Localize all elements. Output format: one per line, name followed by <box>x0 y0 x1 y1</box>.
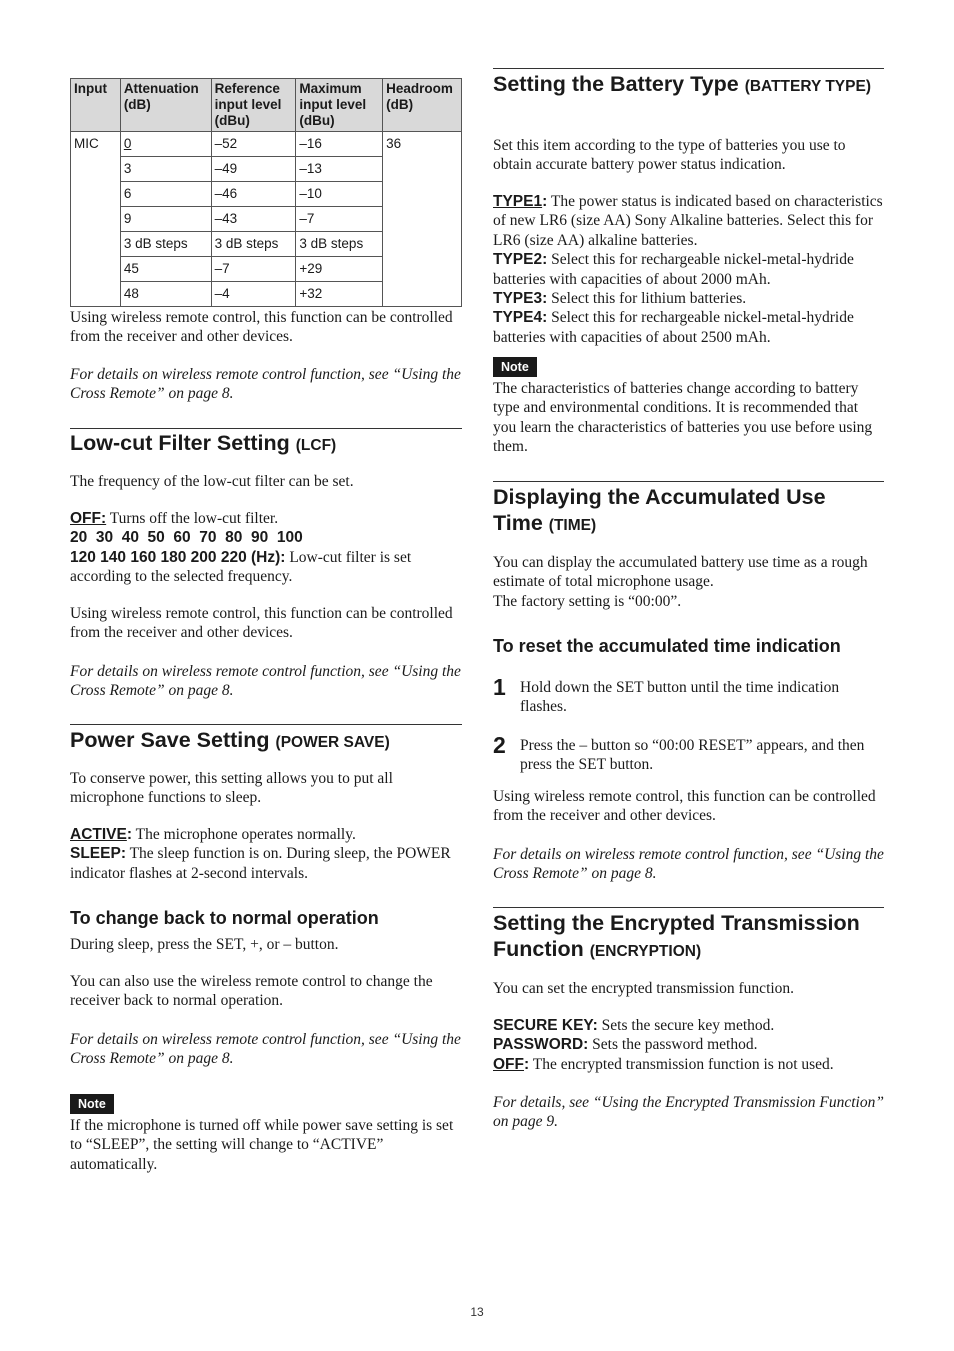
lcf-options <box>70 509 462 587</box>
battery-intro: Set this item according to the type of batteries you use to obtain accurate battery power status indication. <box>493 137 846 174</box>
table-cell: +29 <box>296 257 383 282</box>
power-active-text: The microphone operates normally. <box>132 826 356 843</box>
battery-type1-label: TYPE1 <box>493 193 543 210</box>
table-cell: 3 dB steps <box>296 232 383 257</box>
power-sleep-label: SLEEP: <box>70 845 126 863</box>
lcf-freq-line1: 20 30 40 50 60 70 80 90 100 <box>70 529 303 547</box>
lcf-freq-text: Low-cut filter is set according to the selected frequency. <box>70 548 412 586</box>
battery-note <box>493 357 884 457</box>
power-subheading: To change back to normal operation <box>70 908 379 928</box>
attenuation-table <box>70 78 462 307</box>
power-title-tag: (POWER SAVE) <box>275 734 390 751</box>
table-cell-input: MIC <box>71 132 121 307</box>
step-item <box>493 674 884 717</box>
table-cell: 3 dB steps <box>211 232 296 257</box>
battery-title-text: Setting the Battery Type <box>493 72 739 96</box>
step-text: Hold down the SET button until the time indication flashes. <box>520 679 840 716</box>
lcf-title-text: Low-cut Filter Setting <box>70 431 290 455</box>
table-header: Maximum input level (dBu) <box>296 79 383 132</box>
table-cell: +32 <box>296 282 383 307</box>
table-header-row <box>71 79 462 132</box>
table-row <box>71 132 462 157</box>
table-header: Attenuation (dB) <box>120 79 211 132</box>
lcf-remote-text: Using wireless remote control, this function can be controlled from the receiver and other devices. <box>70 605 453 642</box>
table-cell: 6 <box>120 182 211 207</box>
battery-type3-text: Select this for lithium batteries. <box>547 290 747 308</box>
time-intro <box>493 553 884 611</box>
section-divider <box>70 428 462 429</box>
encryption-intro: You can set the encrypted transmission function. <box>493 980 795 997</box>
table-cell: –16 <box>296 132 383 157</box>
power-active-colon: : <box>126 826 133 843</box>
battery-note-text: The characteristics of batteries change according to battery type and environmental conditions. It is recommended that you learn the characteristics of batteries you use before using them. <box>493 380 873 456</box>
battery-type1-text: The power status is indicated based on characteristics of new LR6 (size AA) Sony Alkaline batteries. Select this for LR6 (size AA) alkaline batteries. <box>493 193 883 249</box>
table-cell: 3 <box>120 157 211 182</box>
section-divider <box>493 481 884 482</box>
battery-section-title <box>493 71 884 100</box>
encryption-off-label: OFF <box>493 1055 524 1073</box>
power-remote-reference: For details on wireless remote control function, see “Using the Cross Remote” on page 8. <box>70 1031 461 1068</box>
encryption-options <box>493 1016 884 1074</box>
power-intro: To conserve power, this setting allows you to put all microphone functions to sleep. <box>70 770 393 807</box>
table-cell: –52 <box>211 132 296 157</box>
step-number: 1 <box>493 674 506 700</box>
table-cell: 9 <box>120 207 211 232</box>
battery-type4-label: TYPE4: <box>493 309 548 327</box>
table-cell: 48 <box>120 282 211 307</box>
section-divider <box>70 724 462 725</box>
power-section-title <box>70 727 462 756</box>
table-cell: –43 <box>211 207 296 232</box>
encryption-password-text: Sets the password method. <box>588 1036 758 1054</box>
encryption-title-line2: Function <box>493 937 584 961</box>
encryption-secure-label: SECURE KEY: <box>493 1017 598 1034</box>
encryption-section-title <box>493 910 884 965</box>
table-cell: –13 <box>296 157 383 182</box>
encryption-title-line1: Setting the Encrypted Transmission <box>493 911 860 935</box>
remote-control-reference: For details on wireless remote control function, see “Using the Cross Remote” on page 8. <box>70 366 461 403</box>
encryption-title-tag: (ENCRYPTION) <box>589 943 702 960</box>
table-cell: 45 <box>120 257 211 282</box>
encryption-off-colon: : <box>524 1055 530 1073</box>
battery-type2-label: TYPE2: <box>493 251 548 269</box>
battery-type2-text: Select this for rechargeable nickel-metal-hydride batteries with capacities of about 2000 mAh. <box>493 251 854 288</box>
power-sub-text: During sleep, press the SET, +, or – button. <box>70 936 339 953</box>
step-number: 2 <box>493 732 506 758</box>
table-header: Reference input level (dBu) <box>211 79 296 132</box>
step-text: Press the – button so “00:00 RESET” appears, and then press the SET button. <box>520 737 865 774</box>
time-remote-reference: For details on wireless remote control function, see “Using the Cross Remote” on page 8. <box>493 846 884 883</box>
battery-type1-colon: : <box>542 193 548 210</box>
time-title-line1: Displaying the Accumulated Use <box>493 485 826 509</box>
table-cell: –46 <box>211 182 296 207</box>
note-badge: Note <box>70 1094 114 1114</box>
table-cell: –7 <box>211 257 296 282</box>
power-active-label: ACTIVE <box>70 826 127 843</box>
encryption-off-text: The encrypted transmission function is not used. <box>529 1055 834 1073</box>
default-value: 0 <box>123 136 132 151</box>
lcf-intro: The frequency of the low-cut filter can be set. <box>70 473 354 490</box>
battery-type4-text: Select this for rechargeable nickel-metal-hydride batteries with capacities of about 2500 mAh. <box>493 309 854 346</box>
lcf-remote-reference: For details on wireless remote control function, see “Using the Cross Remote” on page 8. <box>70 663 461 700</box>
table-cell-headroom: 36 <box>383 132 462 307</box>
step-item <box>493 732 884 775</box>
power-note <box>70 1094 462 1174</box>
table-cell: 3 dB steps <box>120 232 211 257</box>
table-cell: –10 <box>296 182 383 207</box>
table-cell: –4 <box>211 282 296 307</box>
time-title-tag: (TIME) <box>548 517 597 534</box>
lcf-title-tag: (LCF) <box>295 437 337 454</box>
power-sleep-text: The sleep function is on. During sleep, the POWER indicator flashes at 2-second intervals. <box>70 845 451 882</box>
table-cell <box>120 132 211 157</box>
lcf-section-title <box>70 430 462 459</box>
power-note-text: If the microphone is turned off while power save setting is set to “SLEEP”, the setting will change to “ACTIVE” automatically. <box>70 1117 454 1173</box>
time-intro2: The factory setting is “00:00”. <box>493 592 682 610</box>
battery-title-tag: (BATTERY TYPE) <box>744 78 871 95</box>
remote-control-text: Using wireless remote control, this function can be controlled from the receiver and other devices. <box>70 309 453 346</box>
lcf-off-label: OFF: <box>70 510 107 527</box>
lcf-freq-line2: 120 140 160 180 200 220 (Hz): <box>70 548 286 566</box>
battery-type3-label: TYPE3: <box>493 290 548 308</box>
power-title-text: Power Save Setting <box>70 728 270 752</box>
note-badge: Note <box>493 357 537 377</box>
table-cell: –7 <box>296 207 383 232</box>
time-section-title <box>493 484 884 539</box>
battery-options <box>493 192 884 347</box>
encryption-secure-text: Sets the secure key method. <box>597 1017 775 1034</box>
time-intro1: You can display the accumulated battery use time as a rough estimate of total microphone usage. <box>493 554 868 591</box>
page-number: 13 <box>470 1305 484 1319</box>
section-divider <box>493 907 884 908</box>
lcf-off-text: Turns off the low-cut filter. <box>106 510 279 527</box>
encryption-reference: For details, see “Using the Encrypted Transmission Function” on page 9. <box>493 1094 884 1131</box>
table-header: Input <box>71 79 121 132</box>
power-options <box>70 825 462 883</box>
encryption-password-label: PASSWORD: <box>493 1036 589 1054</box>
time-remote-text: Using wireless remote control, this function can be controlled from the receiver and other devices. <box>493 788 876 825</box>
table-cell: –49 <box>211 157 296 182</box>
section-divider <box>493 68 884 69</box>
table-header: Headroom (dB) <box>383 79 462 132</box>
time-subheading: To reset the accumulated time indication <box>493 636 841 656</box>
time-title-line2: Time <box>493 511 543 535</box>
power-remote-text: You can also use the wireless remote control to change the receiver back to normal operation. <box>70 973 433 1010</box>
